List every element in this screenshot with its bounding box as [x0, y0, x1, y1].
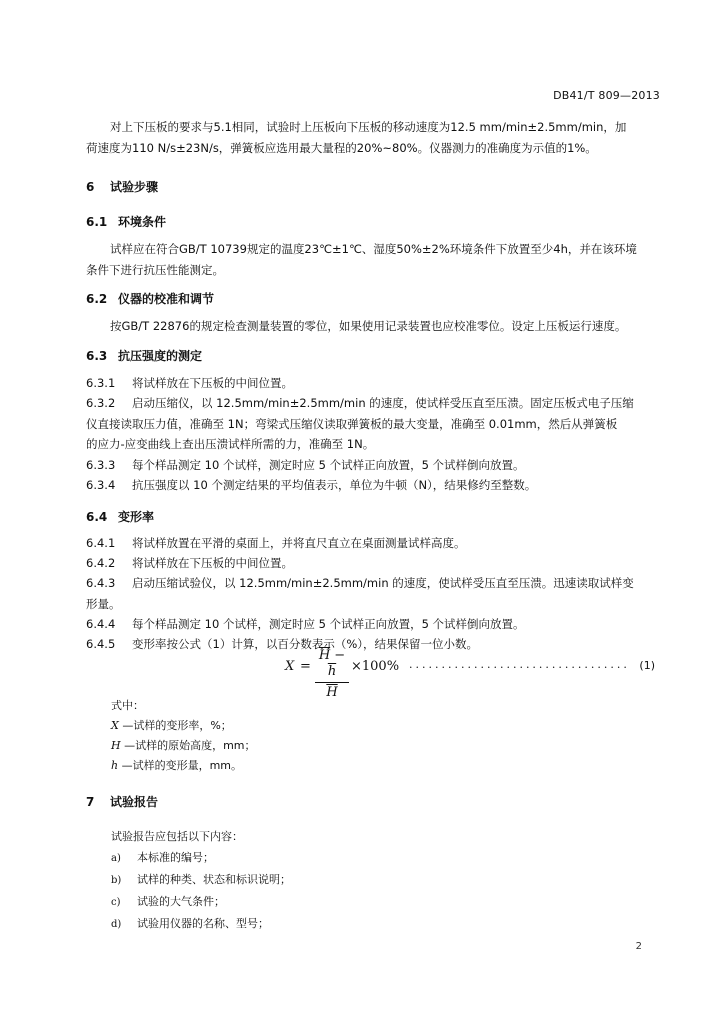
item-text: 将试样放置在平滑的桌面上，并将直尺直立在桌面测量试样高度。 — [132, 536, 466, 550]
section-7-number: 7 — [86, 795, 95, 809]
item-6-4-1 — [86, 533, 660, 554]
formula-denominator — [315, 685, 349, 701]
formula-number: (1) — [639, 659, 655, 672]
formula-legend — [111, 696, 256, 776]
item-number: 6.4.2 — [86, 556, 116, 570]
legend-text: —试样的变形率，%； — [118, 719, 232, 732]
legend-row — [111, 736, 256, 756]
item-text: 每个样品测定 10 个试样，测定时应 5 个试样正向放置，5 个试样倒向放置。 — [132, 458, 525, 472]
section-7-title: 试验报告 — [110, 795, 159, 809]
item-number: 6.3.3 — [86, 458, 116, 472]
intro-paragraph — [86, 117, 660, 158]
item-text: 启动压缩仪，以 12.5mm/min±2.5mm/min 的速度，使试样受压直至压溃。固定压板式电子压缩 — [132, 396, 634, 410]
numerator-minus: − — [330, 648, 346, 663]
legend-symbol: X — [111, 719, 119, 732]
intro-line-2: 荷速度为110 N/s±23N/s，弹簧板应选用最大量程的20%~80%。仪器测力的准确度为示值的1%。 — [86, 140, 597, 155]
legend-symbol: H — [111, 739, 121, 752]
section-6-heading — [86, 178, 158, 195]
report-contents-list — [111, 826, 291, 935]
item-number: 6.3.1 — [86, 376, 116, 390]
item-6-3-1 — [86, 373, 660, 394]
formula-numerator — [315, 648, 349, 680]
item-text: 变形率按公式（1）计算，以百分数表示（%），结果保留一位小数。 — [132, 637, 478, 651]
denominator-mean-H: $\overline{H}$ — [326, 685, 338, 700]
list-text: 试样的种类、状态和标识说明； — [137, 873, 291, 886]
section-6-4-heading — [86, 508, 154, 525]
section-6-3-title: 抗压强度的测定 — [118, 349, 203, 363]
formula-times-percent: ×100% — [351, 659, 400, 674]
item-number: 6.4.3 — [86, 576, 116, 590]
section-6-1-line-1: 试样应在符合GB/T 10739规定的温度23℃±1℃、湿度50%±2%环境条件下放置至少4h，并在该环境 — [110, 242, 637, 256]
section-6-title: 试验步骤 — [110, 180, 159, 194]
item-text: 抗压强度以 10 个测定结果的平均值表示，单位为牛顿（N），结果修约至整数。 — [132, 478, 537, 492]
list-text: 试验的大气条件； — [137, 895, 225, 908]
item-6-3-4 — [86, 475, 660, 496]
formula-lhs: X — [285, 659, 295, 674]
section-6-3-number: 6.3 — [86, 349, 108, 363]
item-number: 6.4.1 — [86, 536, 116, 550]
list-letter: b) — [111, 875, 122, 886]
item-6-4-3 — [86, 573, 660, 614]
section-7-heading — [86, 793, 158, 810]
section-6-1-title: 环境条件 — [118, 215, 167, 229]
list-item — [111, 913, 291, 935]
legend-row — [111, 716, 256, 736]
list-letter: c) — [111, 897, 121, 908]
item-text: 将试样放在下压板的中间位置。 — [132, 376, 293, 390]
item-number: 6.3.2 — [86, 396, 116, 410]
item-text-continued-2: 的应力-应变曲线上查出压溃试样所需的力，准确至 1N。 — [86, 437, 375, 451]
section-6-2-paragraph: 按GB/T 22876的规定检查测量装置的零位，如果使用记录装置也应校准零位。设定上压板运行速度。 — [110, 319, 627, 333]
legend-symbol: h — [111, 759, 119, 772]
legend-row — [111, 756, 256, 776]
formula-1 — [285, 648, 655, 700]
formula-leader-dots: .................................. — [409, 658, 630, 671]
item-6-3-3 — [86, 455, 660, 476]
numerator-mean-h: $\overline{h}$ — [327, 664, 337, 679]
legend-text: —试样的原始高度，mm； — [120, 739, 256, 752]
list-letter: a) — [111, 853, 121, 864]
item-text: 每个样品测定 10 个试样，测定时应 5 个试样正向放置，5 个试样倒向放置。 — [132, 617, 525, 631]
item-text: 启动压缩试验仪，以 12.5mm/min±2.5mm/min 的速度，使试样受压直至压溃。迅速读取试样变 — [132, 576, 634, 590]
item-6-4-4 — [86, 614, 660, 635]
formula-equals: = — [300, 659, 311, 674]
section-6-4-title: 变形率 — [118, 510, 155, 524]
section-6-2-heading — [86, 290, 214, 307]
section-6-1-heading — [86, 213, 166, 230]
section-6-number: 6 — [86, 180, 95, 194]
section-6-1-paragraph — [86, 239, 660, 280]
numerator-mean-H: $\overline{H}$ — [318, 648, 331, 663]
legend-title: 式中： — [111, 699, 144, 712]
section-6-1-number: 6.1 — [86, 215, 108, 229]
section-6-4-number: 6.4 — [86, 510, 108, 524]
item-6-4-2 — [86, 553, 660, 574]
standard-code-header: DB41/T 809—2013 — [553, 89, 660, 102]
item-number: 6.4.5 — [86, 637, 116, 651]
page-number: 2 — [635, 941, 642, 952]
formula-fraction — [315, 648, 349, 701]
intro-line-1: 对上下压板的要求与5.1相同，试验时上压板向下压板的移动速度为12.5 mm/min±2.5mm/min，加 — [110, 120, 627, 134]
item-number: 6.3.4 — [86, 478, 116, 492]
section-6-2-title: 仪器的校准和调节 — [118, 292, 215, 306]
section-6-1-line-2: 条件下进行抗压性能测定。 — [86, 262, 224, 277]
report-intro: 试验报告应包括以下内容： — [111, 830, 243, 843]
legend-text: —试样的变形量，mm。 — [118, 759, 243, 772]
list-text: 本标准的编号； — [137, 851, 214, 864]
item-text-continued-1: 仪直接读取压力值，准确至 1N；弯梁式压缩仪读取弹簧板的最大变量，准确至 0.01mm，然后从弹簧板 — [86, 416, 618, 431]
list-item — [111, 869, 291, 891]
item-6-3-2 — [86, 393, 660, 455]
item-text-continued-1: 形量。 — [86, 596, 121, 611]
item-number: 6.4.4 — [86, 617, 116, 631]
list-letter: d) — [111, 919, 122, 930]
fraction-bar — [315, 682, 349, 683]
section-6-3-heading — [86, 347, 202, 364]
section-6-2-number: 6.2 — [86, 292, 108, 306]
list-item — [111, 847, 291, 869]
list-item — [111, 891, 291, 913]
list-text: 试验用仪器的名称、型号； — [137, 917, 269, 930]
item-text: 将试样放在下压板的中间位置。 — [132, 556, 293, 570]
